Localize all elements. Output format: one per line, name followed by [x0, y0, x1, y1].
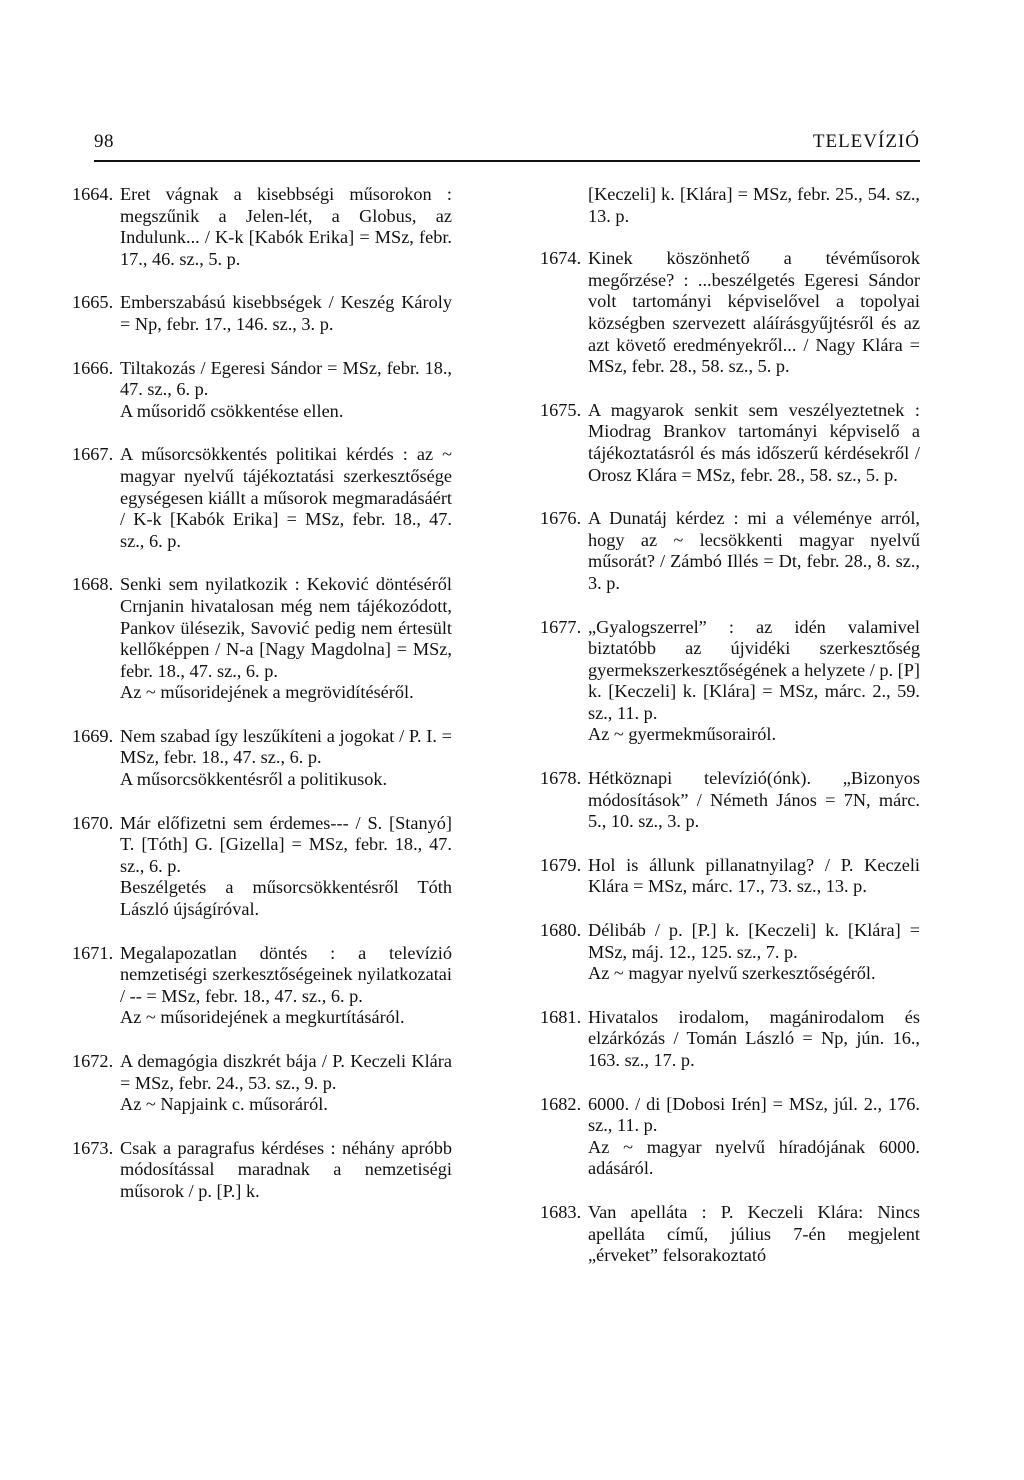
entry-number: 1683. — [540, 1201, 582, 1222]
bibliography-entry — [540, 1006, 920, 1072]
entry-text: Nem szabad így leszűkíteni a jogokat / P. I. = MSz, febr. 18., 47. sz., 6. p. — [120, 725, 452, 768]
entry-text: A Dunatáj kérdez : mi a véleménye arról, hogy az ~ lecsökkenti magyar nyelvű műsorát? / Zámbó Illés = Dt, febr. 28., 8. sz., 3. p. — [588, 508, 920, 593]
bibliography-entry — [540, 1093, 920, 1180]
entry-text: Van apelláta : P. Keczeli Klára: Nincs apelláta című, július 7-én megjelent „érveket” felsorakoztató — [588, 1201, 920, 1266]
entry-number: 1671. — [72, 942, 114, 963]
entry-text: A műsorcsökkentés politikai kérdés : az ~ magyar nyelvű tájékoztatási szerkesztősége egységesen kiállt a műsorok megmaradásáért / K-k [Kabók Erika] = MSz, febr. 18., 47. sz., 6. p. — [120, 444, 452, 551]
page-number: 98 — [94, 131, 114, 152]
left-column — [72, 184, 452, 1225]
entry-text: Hivatalos irodalom, magánirodalom és elzárkózás / Tomán László = Np, jún. 16., 163. sz., 17. p. — [588, 1006, 920, 1070]
bibliography-entry — [540, 248, 920, 378]
entry-text: 6000. / di [Dobosi Irén] = MSz, júl. 2., 176. sz., 11. p. — [588, 1093, 920, 1136]
page-header — [94, 131, 920, 167]
entry-number: 1673. — [72, 1137, 114, 1158]
entry-number: 1670. — [72, 812, 114, 833]
entry-text: Emberszabású kisebbségek / Keszég Károly = Np, febr. 17., 146. sz., 3. p. — [120, 292, 452, 334]
running-head: TELEVÍZIÓ — [812, 131, 920, 152]
entry-annotation: Az ~ műsoridejének a megrövidítéséről. — [120, 682, 414, 703]
entry-text: Már előfizetni sem érdemes--- / S. [Stanyó] T. [Tóth] G. [Gizella] = MSz, febr. 18., 47. sz., 6. p. — [120, 812, 452, 876]
bibliography-entry — [72, 444, 452, 552]
entry-annotation: A műsoridő csökkentése ellen. — [120, 400, 344, 421]
bibliography-entry — [72, 357, 452, 423]
header-rule — [94, 160, 920, 162]
entry-number: 1664. — [72, 184, 114, 204]
entry-annotation: Az ~ gyermekműsorairól. — [588, 724, 777, 745]
entry-text: Hétköznapi televízió(ónk). „Bizonyos módosítások” / Németh János = 7N, márc. 5., 10. sz., 3. p. — [588, 768, 920, 832]
bibliography-entry — [72, 1051, 452, 1116]
entry-number: 1678. — [540, 768, 582, 789]
entry-annotation: Az ~ magyar nyelvű szerkesztőségéről. — [588, 963, 876, 984]
bibliography-entry — [540, 399, 920, 486]
bibliography-entry — [72, 812, 452, 921]
entry-text: Eret vágnak a kisebbségi műsorokon : megszűnik a Jelen-lét, a Globus, az Indulunk... / K-k [Kabók Erika] = MSz, febr. 17., 46. sz., 5. p. — [120, 184, 452, 269]
bibliography-entry-continuation — [588, 184, 920, 227]
entry-text: Megalapozatlan döntés : a televízió nemzetiségi szerkesztőségeinek nyilatkozatai / -- = MSz, febr. 18., 47. sz., 6. p. — [120, 942, 452, 1006]
entry-annotation: A műsorcsökkentésről a politikusok. — [120, 769, 388, 790]
right-column — [540, 184, 920, 1289]
entry-text: [Keczeli] k. [Klára] = MSz, febr. 25., 54. sz., 13. p. — [588, 184, 920, 226]
entry-number: 1677. — [540, 616, 582, 637]
entry-annotation: Beszélgetés a műsorcsökkentésről Tóth László újságíróval. — [120, 877, 452, 920]
bibliography-entry — [540, 854, 920, 898]
bibliography-entry — [72, 942, 452, 1029]
entry-number: 1679. — [540, 854, 582, 875]
bibliography-entry — [540, 920, 920, 985]
bibliography-entry — [72, 1137, 452, 1203]
bibliography-entry — [72, 725, 452, 791]
bibliography-entry — [540, 616, 920, 747]
bibliography-entry — [72, 292, 452, 335]
entry-number: 1674. — [540, 248, 582, 269]
entry-number: 1666. — [72, 357, 114, 378]
entry-number: 1669. — [72, 725, 114, 746]
entry-number: 1672. — [72, 1051, 114, 1071]
entry-number: 1668. — [72, 574, 114, 595]
entry-number: 1680. — [540, 920, 582, 941]
entry-number: 1676. — [540, 508, 582, 529]
entry-text: Senki sem nyilatkozik : Keković döntéséről Crnjanin hivatalosan még nem tájékozódott, Pankov ülésezik, Savović pedig nem értesült kellőképpen / N-a [Nagy Magdolna] = MSz, febr. 18., 47. sz., 6. p. — [120, 574, 452, 681]
entry-text: „Gyalogszerrel” : az idén valamivel biztatóbb az újvidéki szerkesztőség gyermekszerkesztőségének a helyzete / p. [P] k. [Keczeli] k. [Klára] = MSz, márc. 2., 59. sz., 11. p. — [588, 616, 920, 723]
entry-text: A demagógia diszkrét bája / P. Keczeli Klára = MSz, febr. 24., 53. sz., 9. p. — [120, 1051, 452, 1093]
entry-text: A magyarok senkit sem veszélyeztetnek : Miodrag Brankov tartományi képviselő a tájékoztatásról és más időszerű kérdésekről / Orosz Klára = MSz, febr. 28., 58. sz., 5. p. — [588, 399, 920, 485]
entry-number: 1665. — [72, 292, 114, 313]
entry-annotation: Az ~ műsoridejének a megkurtításáról. — [120, 1007, 405, 1028]
entry-number: 1667. — [72, 444, 114, 465]
bibliography-entry — [72, 184, 452, 270]
entry-annotation: Az ~ Napjaink c. műsoráról. — [120, 1094, 328, 1115]
entry-text: Kinek köszönhető a tévéműsorok megőrzése? : ...beszélgetés Egeresi Sándor volt tartományi képviselővel a topolyai községben szervezett aláírásgyűjtésről és az azt követő eredményekről... / Nagy Klára = MSz, febr. 28., 58. sz., 5. p. — [588, 248, 920, 377]
entry-text: Csak a paragrafus kérdéses : néhány apróbb módosítással maradnak a nemzetiségi műsorok / p. [P.] k. — [120, 1137, 452, 1201]
entry-number: 1681. — [540, 1006, 582, 1027]
entry-text: Délibáb / p. [P.] k. [Keczeli] k. [Klára] = MSz, máj. 12., 125. sz., 7. p. — [588, 920, 920, 962]
entry-number: 1675. — [540, 399, 582, 420]
bibliography-entry — [540, 768, 920, 833]
bibliography-entry — [540, 508, 920, 594]
entry-number: 1682. — [540, 1093, 582, 1114]
bibliography-entry — [72, 574, 452, 704]
bibliography-entry — [540, 1201, 920, 1267]
entry-annotation: Az ~ magyar nyelvű híradójának 6000. adásáról. — [588, 1136, 920, 1179]
entry-text: Hol is állunk pillanatnyilag? / P. Keczeli Klára = MSz, márc. 17., 73. sz., 13. p. — [588, 854, 920, 897]
entry-text: Tiltakozás / Egeresi Sándor = MSz, febr. 18., 47. sz., 6. p. — [120, 357, 452, 400]
